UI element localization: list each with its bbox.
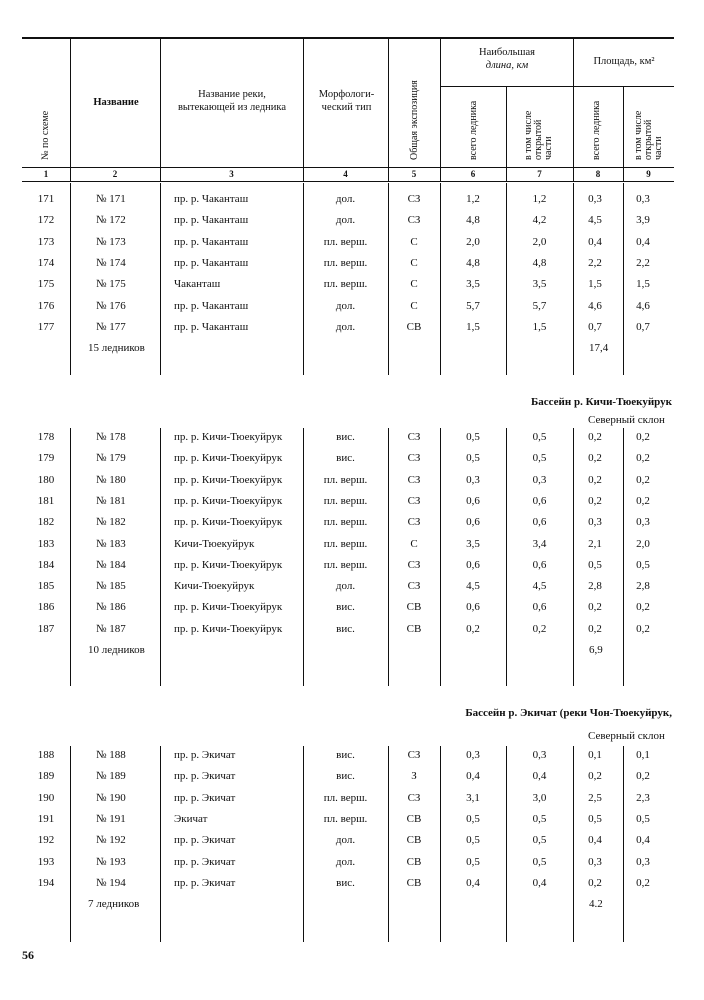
table-cell: СЗ — [407, 214, 421, 227]
table-cell: СЗ — [407, 473, 421, 486]
header-col-area-open-line1: в том числе — [633, 110, 644, 160]
table-cell: 3,5 — [532, 278, 547, 291]
table-cell: 3,4 — [532, 537, 547, 550]
table-cell: 2,0 — [636, 537, 650, 550]
table-cell: пр. р. Чаканташ — [174, 214, 249, 227]
header-length-group-line2: длина, км — [485, 60, 529, 71]
table-cell: № 180 — [96, 473, 126, 486]
table-cell: вис. — [336, 770, 355, 783]
table-cell: пр. р. Экичат — [174, 791, 236, 804]
table-cell: 5,7 — [532, 299, 547, 312]
table-cell: 1,2 — [532, 193, 547, 205]
table-cell: СЗ — [407, 431, 421, 443]
table-cell: № 184 — [96, 558, 126, 571]
basin-title: Бассейн р. Экичат (реки Чон-Тюекуйрук, — [465, 707, 672, 719]
table-cell: пл. верш. — [323, 537, 368, 550]
table-cell: 4,2 — [532, 214, 547, 227]
column-divider — [70, 183, 71, 375]
header-top-rule — [22, 37, 674, 39]
table-cell: пл. верш. — [323, 235, 368, 248]
header-divider — [70, 38, 71, 181]
table-cell: № 182 — [96, 516, 126, 529]
table-cell: 186 — [37, 601, 55, 614]
table-cell: 0,4 — [466, 770, 480, 783]
table-cell: 0,2 — [588, 494, 602, 507]
header-col-river-line1: Название реки, — [198, 89, 266, 100]
table-cell: СВ — [406, 601, 422, 614]
table-cell: 173 — [37, 235, 55, 248]
header-divider — [388, 38, 389, 181]
table-cell: 184 — [37, 558, 55, 571]
table-cell: 0,5 — [466, 452, 480, 465]
header-group-rule — [440, 86, 674, 87]
table-cell: С — [410, 537, 418, 550]
table-cell: С — [410, 256, 418, 269]
table-cell: 0,4 — [532, 876, 547, 889]
table-cell: 0,1 — [636, 749, 650, 761]
table-cell: 1,5 — [532, 320, 547, 333]
table-cell: 193 — [37, 855, 55, 868]
table-cell: 0,7 — [588, 320, 602, 333]
table-cell: пл. верш. — [323, 812, 368, 825]
table-cell: 0,2 — [588, 622, 602, 635]
header-bottom-rule — [22, 167, 674, 168]
column-number: 8 — [595, 169, 601, 179]
table-cell: 2,5 — [588, 791, 602, 804]
table-cell: 0,6 — [532, 601, 547, 614]
table-cell: 2,0 — [466, 235, 480, 248]
table-cell: 171 — [37, 193, 55, 205]
table-cell: 191 — [37, 812, 55, 825]
table-cell: пл. верш. — [323, 558, 368, 571]
table-cell: пр. р. Чаканташ — [174, 193, 249, 205]
table-cell: 2,3 — [636, 791, 650, 804]
table-cell: 181 — [37, 494, 55, 507]
table-cell: дол. — [335, 855, 356, 868]
table-cell: вис. — [336, 876, 355, 889]
table-cell: 0,6 — [466, 494, 480, 507]
table-cell: 180 — [37, 473, 55, 486]
table-cell: дол. — [335, 834, 356, 847]
header-col-river — [162, 88, 302, 114]
table-cell: дол. — [335, 214, 356, 227]
header-divider — [506, 87, 507, 181]
table-cell: 0,2 — [588, 452, 602, 465]
table-cell: пр. р. Кичи-Тюекуйрук — [174, 558, 283, 571]
header-col-morph-line1: Морфологи- — [318, 89, 375, 100]
column-number: 6 — [470, 169, 476, 179]
table-cell: № 188 — [96, 749, 126, 761]
table-cell: 0,4 — [588, 834, 602, 847]
table-cell: 0,5 — [466, 855, 480, 868]
table-cell: дол. — [335, 299, 356, 312]
table-cell: пр. р. Экичат — [174, 855, 236, 868]
table-cell: 0,1 — [588, 749, 602, 761]
table-cell: 178 — [37, 431, 55, 443]
table-cell: 0,5 — [532, 812, 547, 825]
table-cell: 4,6 — [636, 299, 650, 312]
table-cell: 0,2 — [588, 876, 602, 889]
header-col-length-total: всего ледника — [468, 100, 479, 160]
table-cell: 0,3 — [588, 855, 602, 868]
table-cell: 0,2 — [636, 494, 650, 507]
table-cell: 0,5 — [532, 834, 547, 847]
table-cell: СЗ — [407, 494, 421, 507]
table-cell: 2,2 — [636, 256, 650, 269]
table-cell: № 176 — [96, 299, 126, 312]
glacier-count-total: 7 ледников — [88, 898, 140, 911]
table-cell: 0,6 — [532, 494, 547, 507]
table-cell: 1,5 — [588, 278, 602, 291]
table-cell: 192 — [37, 834, 55, 847]
table-cell: СЗ — [407, 749, 421, 761]
table-cell: 0,2 — [588, 431, 602, 443]
table-cell: 0,5 — [588, 812, 602, 825]
table-cell: 177 — [37, 320, 55, 333]
slope-title: Северный склон — [588, 414, 665, 426]
column-number: 5 — [411, 169, 417, 179]
area-total: 4.2 — [589, 898, 603, 911]
table-cell: 2,8 — [588, 580, 602, 593]
table-cell: 185 — [37, 580, 55, 593]
table-cell: 0,6 — [466, 558, 480, 571]
table-cell: 2,1 — [588, 537, 602, 550]
table-cell: пр. р. Кичи-Тюекуйрук — [174, 431, 283, 443]
table-cell: пр. р. Чаканташ — [174, 256, 249, 269]
table-cell: 0,6 — [532, 516, 547, 529]
table-cell: 0,5 — [532, 452, 547, 465]
table-cell: 0,6 — [466, 601, 480, 614]
table-cell: С — [410, 278, 418, 291]
table-cell: СВ — [406, 834, 422, 847]
table-cell: 0,2 — [636, 622, 650, 635]
glacier-count-total: 10 ледников — [88, 644, 145, 656]
table-cell: 2,2 — [588, 256, 602, 269]
table-cell: пл. верш. — [323, 473, 368, 486]
column-divider — [160, 183, 161, 375]
table-cell: № 187 — [96, 622, 126, 635]
column-number: 1 — [43, 169, 49, 179]
table-cell: 4,8 — [466, 214, 480, 227]
table-cell: 0,3 — [532, 473, 547, 486]
table-cell: дол. — [335, 193, 356, 205]
column-divider — [160, 428, 161, 686]
column-number: 3 — [229, 169, 234, 179]
header-col-area-open — [634, 111, 664, 160]
table-cell: 0,6 — [532, 558, 547, 571]
table-cell: 0,5 — [466, 812, 480, 825]
table-cell: пр. р. Кичи-Тюекуйрук — [174, 622, 283, 635]
table-cell: № 177 — [96, 320, 126, 333]
table-cell: № 185 — [96, 580, 126, 593]
table-cell: СЗ — [407, 193, 421, 205]
table-cell: 1,5 — [466, 320, 480, 333]
header-col-name: Название — [93, 97, 139, 108]
table-cell: 0,3 — [588, 516, 602, 529]
table-cell: 0,2 — [588, 473, 602, 486]
table-cell: 0,3 — [636, 516, 650, 529]
area-total: 17,4 — [589, 342, 609, 355]
table-cell: 0,2 — [532, 622, 547, 635]
table-cell: 3,5 — [466, 278, 480, 291]
table-cell: 0,2 — [636, 431, 650, 443]
table-cell: пр. р. Экичат — [174, 834, 236, 847]
column-number-rule — [22, 181, 674, 182]
table-cell: СЗ — [407, 791, 421, 804]
table-cell: 194 — [37, 876, 55, 889]
column-divider — [160, 746, 161, 942]
header-col-exposure: Общая экспозиция — [409, 80, 420, 160]
table-cell: 0,5 — [466, 834, 480, 847]
table-cell: 3,0 — [532, 791, 547, 804]
table-cell: 2,8 — [636, 580, 650, 593]
table-cell: 0,7 — [636, 320, 650, 333]
table-cell: пл. верш. — [323, 791, 368, 804]
table-cell: пр. р. Кичи-Тюекуйрук — [174, 452, 283, 465]
table-cell: 0,4 — [636, 235, 650, 248]
glacier-count-total: 15 ледников — [88, 342, 145, 355]
header-divider — [623, 87, 624, 181]
table-cell: 0,2 — [636, 473, 650, 486]
table-cell: 1,5 — [636, 278, 650, 291]
table-cell: 0,6 — [466, 516, 480, 529]
table-cell: пр. р. Кичи-Тюекуйрук — [174, 473, 283, 486]
table-cell: вис. — [336, 749, 355, 761]
table-cell: 5,7 — [466, 299, 480, 312]
table-cell: СЗ — [407, 558, 421, 571]
column-number: 9 — [646, 169, 651, 179]
header-divider — [160, 38, 161, 181]
area-total: 6,9 — [589, 644, 603, 656]
table-cell: № 194 — [96, 876, 126, 889]
basin-title: Бассейн р. Кичи-Тюекуйрук — [530, 396, 672, 408]
header-col-morph-line2: ческий тип — [321, 102, 372, 113]
table-cell: 0,2 — [588, 770, 602, 783]
header-length-group-line1: Наибольшая — [479, 47, 535, 58]
table-cell: 0,4 — [532, 770, 547, 783]
table-cell: 0,4 — [636, 834, 650, 847]
table-cell: 0,3 — [466, 749, 480, 761]
table-cell: 0,3 — [532, 749, 547, 761]
table-cell: 1,2 — [466, 193, 480, 205]
header-col-length-open-line1: в том числе — [523, 110, 534, 160]
table-cell: пл. верш. — [323, 256, 368, 269]
table-cell: вис. — [336, 622, 355, 635]
table-cell: 0,5 — [636, 812, 650, 825]
table-cell: 172 — [37, 214, 55, 227]
header-col-length-open-line2: открытой — [533, 119, 544, 160]
table-cell: № 191 — [96, 812, 126, 825]
table-cell: 4,5 — [588, 214, 602, 227]
table-cell: № 174 — [96, 256, 126, 269]
table-cell: Чаканташ — [174, 278, 221, 291]
table-cell: № 171 — [96, 193, 126, 205]
table-cell: 0,2 — [636, 770, 650, 783]
header-col-river-line2: вытекающей из ледника — [177, 102, 287, 113]
table-cell: 3,9 — [636, 214, 650, 227]
table-cell: № 179 — [96, 452, 126, 465]
column-number: 4 — [343, 169, 348, 179]
table-cell: 4,8 — [532, 256, 547, 269]
table-cell: вис. — [336, 452, 355, 465]
table-cell: СЗ — [407, 580, 421, 593]
table-cell: пр. р. Экичат — [174, 876, 236, 889]
header-col-area-total: всего ледника — [591, 100, 602, 160]
table-cell: СВ — [406, 855, 422, 868]
header-col-number: № по схеме — [40, 110, 51, 160]
table-cell: № 183 — [96, 537, 126, 550]
table-cell: 0,3 — [636, 855, 650, 868]
header-col-length-open-line3: части — [543, 136, 554, 160]
table-cell: пл. верш. — [323, 516, 368, 529]
table-cell: 0,4 — [466, 876, 480, 889]
table-cell: 4,5 — [532, 580, 547, 593]
table-cell: 0,5 — [532, 431, 547, 443]
table-cell: 0,3 — [466, 473, 480, 486]
table-cell: № 172 — [96, 214, 126, 227]
table-cell: 0,2 — [636, 876, 650, 889]
table-cell: 2,0 — [532, 235, 547, 248]
table-cell: пр. р. Экичат — [174, 749, 236, 761]
table-cell: 189 — [37, 770, 55, 783]
table-cell: № 181 — [96, 494, 126, 507]
table-cell: С — [410, 235, 418, 248]
table-cell: 0,3 — [588, 193, 602, 205]
table-cell: 4,5 — [466, 580, 480, 593]
table-cell: 190 — [37, 791, 55, 804]
table-cell: 0,5 — [532, 855, 547, 868]
table-cell: № 186 — [96, 601, 126, 614]
column-divider — [70, 746, 71, 942]
table-cell: 183 — [37, 537, 55, 550]
table-cell: 4,8 — [466, 256, 480, 269]
table-cell: вис. — [336, 601, 355, 614]
table-cell: СВ — [406, 876, 422, 889]
table-cell: СВ — [406, 622, 422, 635]
table-cell: 3,1 — [466, 791, 480, 804]
table-cell: 0,5 — [636, 558, 650, 571]
column-number: 7 — [537, 169, 542, 179]
table-cell: Кичи-Тюекуйрук — [174, 580, 255, 593]
page-number: 56 — [22, 948, 34, 962]
slope-title: Северный склон — [588, 730, 665, 742]
table-cell: № 192 — [96, 834, 126, 847]
table-cell: 176 — [37, 299, 55, 312]
table-cell: СЗ — [407, 452, 421, 465]
table-cell: СВ — [406, 812, 422, 825]
header-area-group: Площадь, км² — [593, 56, 655, 67]
table-cell: пр. р. Чаканташ — [174, 299, 249, 312]
table-cell: 175 — [37, 278, 55, 291]
header-col-morph — [305, 88, 388, 114]
column-divider — [70, 428, 71, 686]
table-cell: № 175 — [96, 278, 126, 291]
column-number: 2 — [112, 169, 118, 179]
table-cell: 0,5 — [466, 431, 480, 443]
table-cell: пр. р. Кичи-Тюекуйрук — [174, 516, 283, 529]
table-cell: пр. р. Чаканташ — [174, 235, 249, 248]
table-cell: № 178 — [96, 431, 126, 443]
table-cell: З — [411, 770, 417, 783]
table-cell: СВ — [406, 320, 422, 333]
table-cell: № 193 — [96, 855, 126, 868]
table-cell: 3,5 — [466, 537, 480, 550]
table-cell: С — [410, 299, 418, 312]
table-cell: пр. р. Чаканташ — [174, 320, 249, 333]
table-cell: пл. верш. — [323, 494, 368, 507]
table-cell: Экичат — [174, 812, 208, 825]
table-cell: пл. верш. — [323, 278, 368, 291]
table-cell: 187 — [37, 622, 55, 635]
table-cell: пр. р. Экичат — [174, 770, 236, 783]
header-col-length-open — [524, 111, 554, 160]
table-cell: 0,5 — [588, 558, 602, 571]
table-cell: 182 — [37, 516, 55, 529]
header-col-area-open-line2: открытой — [643, 119, 654, 160]
table-cell: дол. — [335, 320, 356, 333]
table-cell: 4,6 — [588, 299, 602, 312]
table-cell: дол. — [335, 580, 356, 593]
table-cell: 0,4 — [588, 235, 602, 248]
table-cell: 179 — [37, 452, 55, 465]
header-length-group — [441, 46, 573, 72]
table-cell: № 190 — [96, 791, 126, 804]
table-cell: 188 — [37, 749, 55, 761]
table-cell: пр. р. Кичи-Тюекуйрук — [174, 601, 283, 614]
table-cell: 0,2 — [466, 622, 480, 635]
table-cell: 174 — [37, 256, 55, 269]
table-cell: 0,2 — [636, 452, 650, 465]
table-cell: 0,3 — [636, 193, 650, 205]
header-col-area-open-line3: части — [653, 136, 664, 160]
table-cell: № 189 — [96, 770, 126, 783]
table-cell: вис. — [336, 431, 355, 443]
table-cell: 0,2 — [636, 601, 650, 614]
table-cell: Кичи-Тюекуйрук — [174, 537, 255, 550]
table-cell: СЗ — [407, 516, 421, 529]
table-cell: 0,2 — [588, 601, 602, 614]
header-divider — [303, 38, 304, 181]
table-cell: № 173 — [96, 235, 126, 248]
table-cell: пр. р. Кичи-Тюекуйрук — [174, 494, 283, 507]
